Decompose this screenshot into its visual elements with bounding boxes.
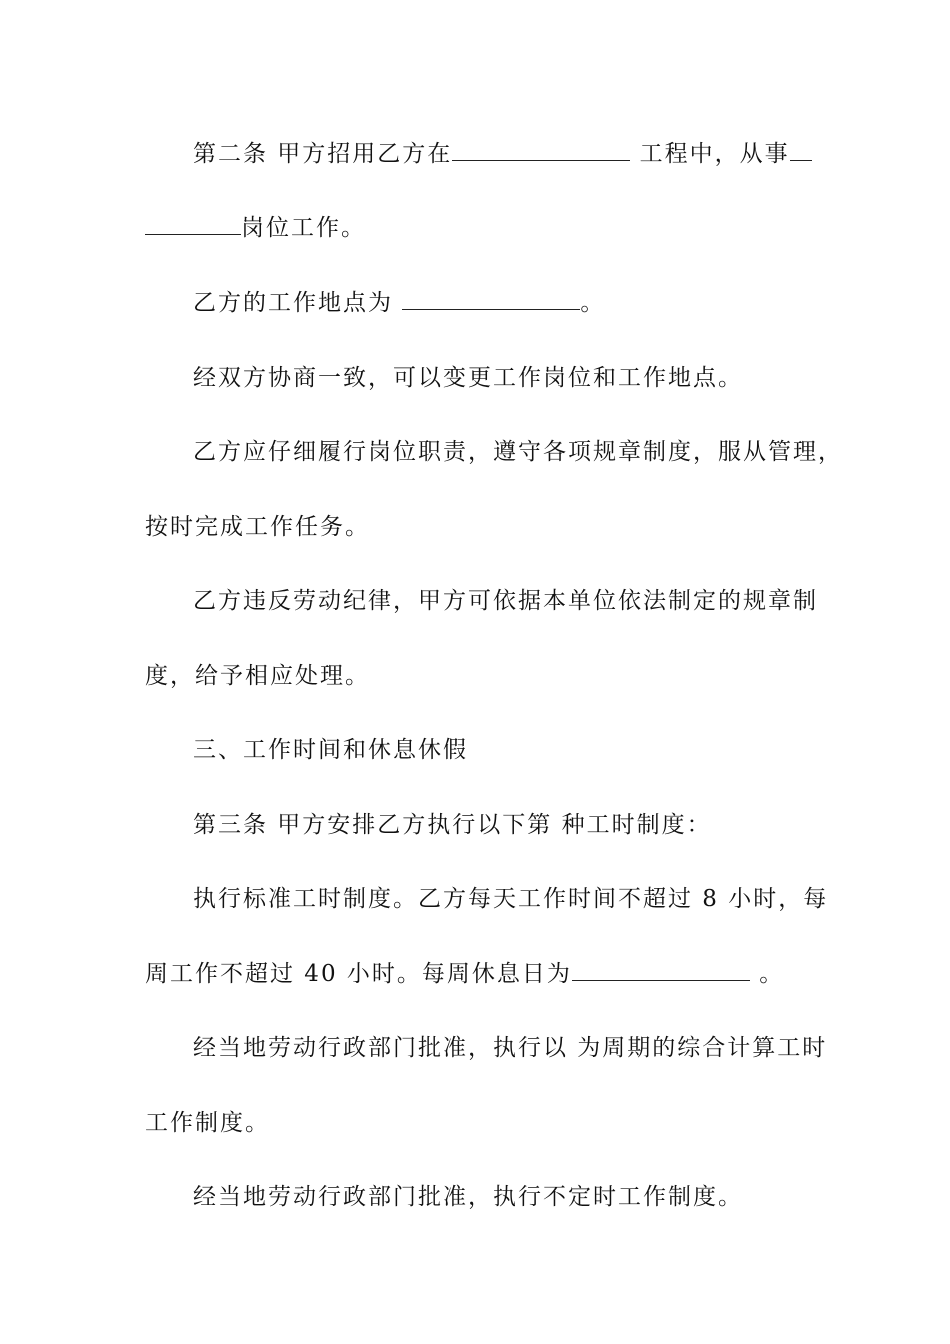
article2-line2-text: 岗位工作。 <box>241 215 366 241</box>
change-paragraph: 经双方协商一致，可以变更工作岗位和工作地点。 <box>193 365 743 391</box>
standard-hours-line2 <box>145 958 825 990</box>
section3-heading: 三、工作时间和休息休假 <box>193 737 468 763</box>
comprehensive-hours-line2: 工作制度。 <box>145 1110 270 1136</box>
discipline-paragraph-line1: 乙方违反劳动纪律，甲方可依据本单位依法制定的规章制 <box>193 588 818 614</box>
position-blank-end <box>145 212 241 235</box>
article2-text-end: 工程中，从事 <box>630 141 790 167</box>
discipline-paragraph-line2: 度，给予相应处理。 <box>145 663 370 689</box>
article3-line: 第三条 甲方安排乙方执行以下第 种工时制度： <box>193 812 712 838</box>
duty-paragraph-line1: 乙方应仔细履行岗位职责，遵守各项规章制度，服从管理， <box>193 439 843 465</box>
article2-text-start: 第二条 甲方招用乙方在 <box>193 141 453 167</box>
duty-paragraph-line2: 按时完成工作任务。 <box>145 514 370 540</box>
standard-hours-text: 周工作不超过 40 小时。每周休息日为 <box>145 961 572 987</box>
standard-hours-end: 。 <box>749 961 785 987</box>
standard-hours-line1: 执行标准工时制度。乙方每天工作时间不超过 8 小时，每 <box>193 886 829 912</box>
work-location-blank <box>402 287 580 310</box>
position-blank-start <box>790 138 812 161</box>
work-location-end: 。 <box>580 290 606 316</box>
comprehensive-hours-line1: 经当地劳动行政部门批准，执行以 为周期的综合计算工时 <box>193 1035 828 1061</box>
flexible-hours-line: 经当地劳动行政部门批准，执行不定时工作制度。 <box>193 1184 743 1210</box>
project-name-blank <box>452 138 630 161</box>
work-location-text: 乙方的工作地点为 <box>193 290 403 316</box>
article2-line2 <box>145 212 825 244</box>
work-location-line <box>193 287 833 319</box>
article2-line1 <box>193 138 833 170</box>
rest-day-blank <box>572 958 750 981</box>
